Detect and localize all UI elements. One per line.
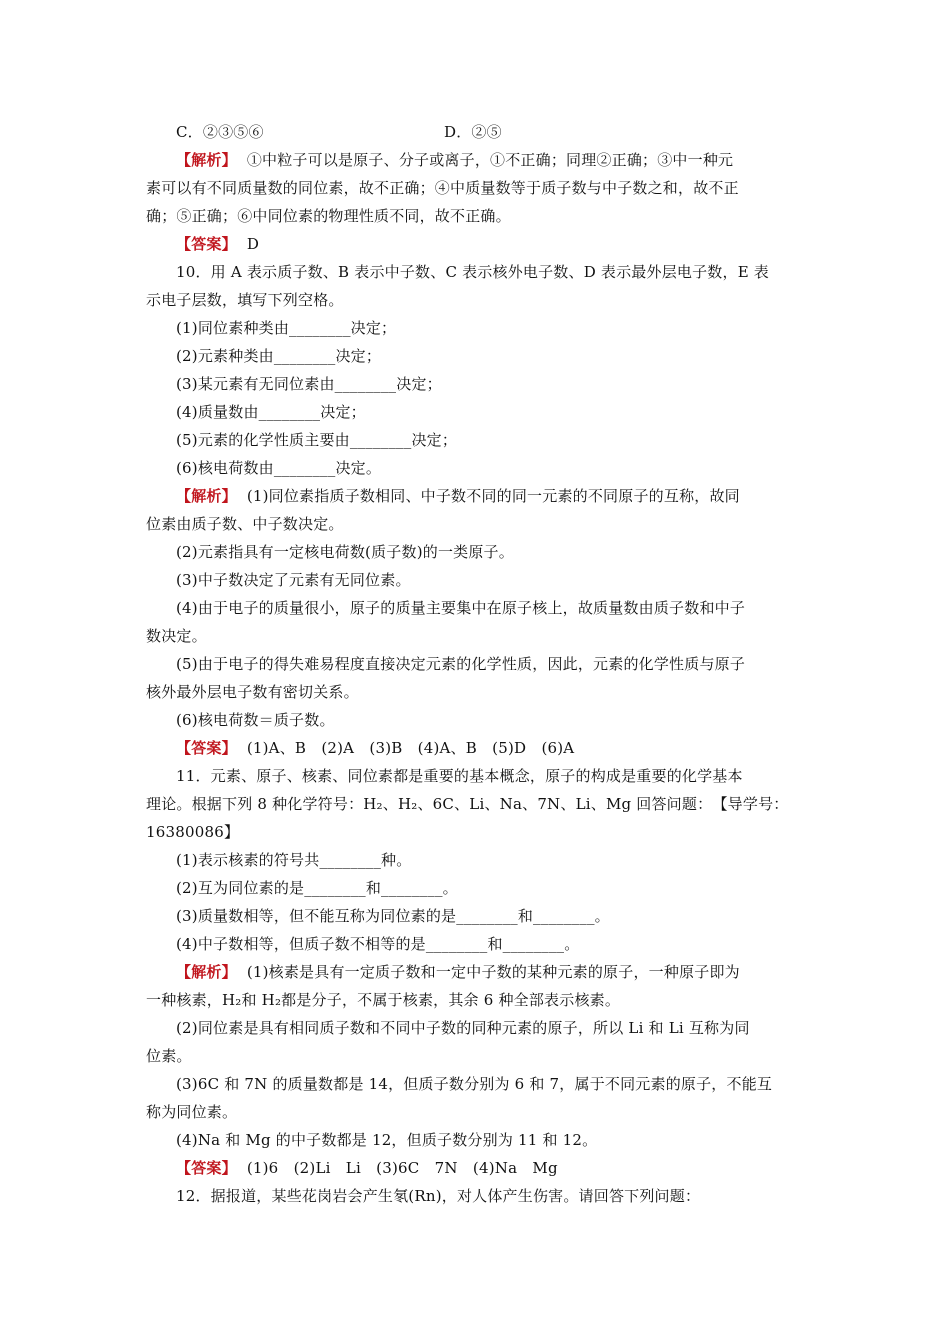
q11-item-1: (1)表示核素的符号共________种。 <box>176 851 412 869</box>
q11-stem-line-2: 理论。根据下列 8 种化学符号：H₂、H₂、6C、Li、Na、7N、Li、Mg 回答问题： 【导学号： <box>146 795 789 813</box>
q10-item-1: (1)同位素种类由________决定； <box>176 319 397 337</box>
q11-analysis-line-3: (2)同位素是具有相同质子数和不同中子数的同种元素的原子，所以 Li 和 Li 互称为同 <box>176 1019 750 1037</box>
q10-answer-tag: 【答案】 <box>176 739 237 757</box>
q10-item-2: (2)元素种类由________决定； <box>176 347 382 365</box>
q11-analysis-text-1: (1)核素是具有一定质子数和一定中子数的某种元素的原子，一种原子即为 <box>246 963 740 981</box>
q11-analysis-line-5: (3)6C 和 7N 的质量数都是 14，但质子数分别为 6 和 7，属于不同元素的原子，不能互 <box>176 1075 773 1093</box>
q11-item-4: (4)中子数相等，但质子数不相等的是________和________。 <box>176 935 580 953</box>
q9-answer-line <box>176 234 259 254</box>
q10-analysis-line-3: (2)元素指具有一定核电荷数(质子数)的一类原子。 <box>176 543 514 561</box>
q9-analysis-line-3: 确；⑤正确；⑥中同位素的物理性质不同，故不正确。 <box>146 207 511 225</box>
q11-item-3: (3)质量数相等，但不能互称为同位素的是________和________。 <box>176 907 610 925</box>
q10-analysis-line-1 <box>176 486 740 506</box>
q10-analysis-line-2: 位素由质子数、中子数决定。 <box>146 515 344 533</box>
q11-item-2: (2)互为同位素的是________和________。 <box>176 879 458 897</box>
q10-answer: (1)A、B (2)A (3)B (4)A、B (5)D (6)A <box>246 739 575 757</box>
q11-analysis-line-7: (4)Na 和 Mg 的中子数都是 12，但质子数分别为 11 和 12。 <box>176 1131 598 1149</box>
q11-analysis-tag: 【解析】 <box>176 963 237 981</box>
q9-answer-tag: 【答案】 <box>176 235 237 253</box>
q10-analysis-line-9: (6)核电荷数＝质子数。 <box>176 711 335 729</box>
q10-analysis-line-8: 核外最外层电子数有密切关系。 <box>146 683 359 701</box>
q11-stem-line-3: 16380086】 <box>146 823 240 841</box>
q9-answer: D <box>246 235 260 253</box>
q10-analysis-line-6: 数决定。 <box>146 627 207 645</box>
q11-analysis-line-1 <box>176 962 740 982</box>
q11-analysis-line-2: 一种核素，H₂和 H₂都是分子，不属于核素，其余 6 种全部表示核素。 <box>146 991 621 1009</box>
q10-answer-line <box>176 738 574 758</box>
q12-stem-line: 12．据报道，某些花岗岩会产生氡(Rn)，对人体产生伤害。请回答下列问题： <box>176 1187 701 1205</box>
q10-analysis-line-5: (4)由于电子的质量很小，原子的质量主要集中在原子核上，故质量数由质子数和中子 <box>176 599 746 617</box>
q10-analysis-text-1: (1)同位素指质子数相同、中子数不同的同一元素的不同原子的互称，故同 <box>246 487 740 505</box>
q9-option-c: C．②③⑤⑥ <box>176 123 264 141</box>
q10-analysis-line-4: (3)中子数决定了元素有无同位素。 <box>176 571 411 589</box>
q11-stem-line-1: 11．元素、原子、核素、同位素都是重要的基本概念，原子的构成是重要的化学基本 <box>176 767 743 785</box>
q10-item-6: (6)核电荷数由________决定。 <box>176 459 382 477</box>
q9-analysis-text-1: ①中粒子可以是原子、分子或离子，①不正确；同理②正确；③中一种元 <box>246 151 734 169</box>
q9-analysis-line-2: 素可以有不同质量数的同位素，故不正确；④中质量数等于质子数与中子数之和，故不正 <box>146 179 739 197</box>
q9-analysis-line-1 <box>176 150 733 170</box>
q10-item-4: (4)质量数由________决定； <box>176 403 366 421</box>
q10-item-5: (5)元素的化学性质主要由________决定； <box>176 431 458 449</box>
q11-analysis-line-6: 称为同位素。 <box>146 1103 238 1121</box>
q10-item-3: (3)某元素有无同位素由________决定； <box>176 375 442 393</box>
q10-stem-line-2: 示电子层数，填写下列空格。 <box>146 291 344 309</box>
q11-answer-line <box>176 1158 558 1178</box>
q10-stem-line-1: 10．用 A 表示质子数、B 表示中子数、C 表示核外电子数、D 表示最外层电子数，E 表 <box>176 263 770 281</box>
q9-analysis-tag: 【解析】 <box>176 151 237 169</box>
q9-option-d: D．②⑤ <box>444 123 502 141</box>
q10-analysis-line-7: (5)由于电子的得失难易程度直接决定元素的化学性质，因此，元素的化学性质与原子 <box>176 655 746 673</box>
q11-answer: (1)6 (2)Li Li (3)6C 7N (4)Na Mg <box>246 1159 558 1177</box>
q11-analysis-line-4: 位素。 <box>146 1047 192 1065</box>
q11-answer-tag: 【答案】 <box>176 1159 237 1177</box>
q9-options-line <box>176 122 502 142</box>
q10-analysis-tag: 【解析】 <box>176 487 237 505</box>
